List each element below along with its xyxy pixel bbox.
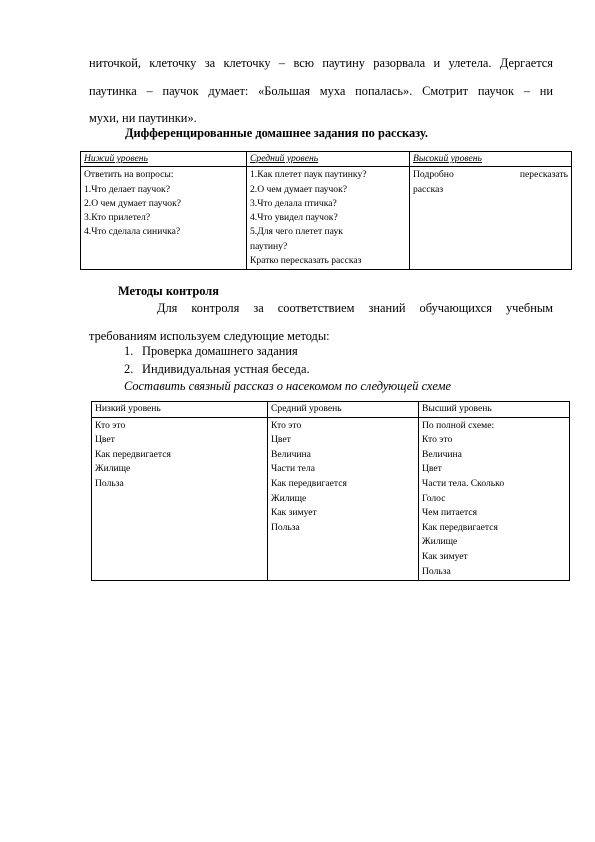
method-item-number: 2.	[124, 362, 134, 376]
table-cell-line: Жилище	[271, 492, 307, 504]
homework-table-row	[81, 167, 572, 270]
table-cell-line: Жилище	[422, 536, 458, 548]
homework-heading: Дифференцированные домашнее задания по рассказу.	[125, 126, 428, 140]
table-cell-line: Польза	[95, 477, 124, 489]
table-cell-line: Величина	[271, 448, 311, 460]
table-cell-high	[419, 417, 570, 581]
story-line-2: паутинка – паучок думает: «Большая муха попалась». Смотрит паучок – ни	[89, 84, 553, 98]
insect-scheme-table	[91, 401, 570, 581]
table-cell-line: Польза	[271, 521, 300, 533]
story-line-3: мухи, ни паутинки».	[89, 111, 197, 125]
table-header-mid: Средний уровень	[247, 152, 410, 167]
table-cell-line: 5.Для чего плетет паук	[250, 226, 343, 238]
table-cell-low	[81, 167, 247, 270]
scheme-table-header-row	[92, 402, 570, 418]
table-cell-line: 1.Что делает паучок?	[84, 183, 170, 195]
homework-table-header-row	[81, 152, 572, 167]
table-cell-line: 2.О чем думает паучок?	[84, 197, 181, 209]
table-cell-line: Как зимует	[271, 507, 317, 519]
table-cell-line: Части тела. Сколько	[422, 477, 505, 489]
table-cell-line: Чем питается	[422, 507, 478, 519]
table-cell-line: Как передвигается	[422, 521, 498, 533]
method-item-text: Индивидуальная устная беседа.	[142, 362, 310, 376]
table-cell-low	[92, 417, 268, 581]
table-cell-line: Цвет	[271, 434, 291, 446]
story-line-1: ниточкой, клеточку за клеточку – всю паутину разорвала и улетела. Дергается	[89, 56, 553, 70]
scheme-table-row	[92, 417, 570, 581]
table-cell-line: Кто это	[422, 434, 453, 446]
method-item-text: Проверка домашнего задания	[142, 344, 298, 358]
table-header-high: Высший уровень	[419, 402, 570, 418]
table-cell-line: По полной схеме:	[422, 419, 495, 431]
table-cell-line: 2.О чем думает паучок?	[250, 183, 347, 195]
methods-line-2: требованиям используем следующие методы:	[89, 329, 330, 343]
table-cell-line: 3.Что делала птичка?	[250, 197, 337, 209]
table-cell-high	[410, 167, 572, 270]
table-cell-line: Кратко пересказать рассказ	[250, 255, 362, 267]
table-cell-line: Цвет	[422, 463, 442, 475]
table-cell-line: Как передвигается	[271, 477, 347, 489]
table-cell-line: 4.Что сделала синичка?	[84, 226, 181, 238]
table-header-low: Нижий уровень	[81, 152, 247, 167]
table-cell-line: Цвет	[95, 434, 115, 446]
table-cell-line: 1.Как плетет паук паутинку?	[250, 169, 367, 181]
table-cell-line: Как передвигается	[95, 448, 171, 460]
table-cell-line: рассказ	[413, 183, 444, 195]
table-cell-line: Ответить на вопросы:	[84, 169, 174, 181]
method-item-number: 1.	[124, 344, 134, 358]
methods-task: Составить связный рассказ о насекомом по следующей схеме	[124, 379, 452, 393]
table-header-mid: Средний уровень	[268, 402, 419, 418]
table-cell-line: Кто это	[95, 419, 126, 431]
table-header-high: Высокий уровень	[410, 152, 572, 167]
table-cell-mid	[268, 417, 419, 581]
methods-line-1: Для контроля за соответствием знаний обучающихся учебным	[157, 301, 553, 315]
table-cell-line: Величина	[422, 448, 462, 460]
table-cell-line: Польза	[422, 565, 451, 577]
table-cell-line: Подробно пересказать	[413, 169, 568, 181]
homework-table	[80, 151, 572, 270]
table-header-low: Низкий уровень	[92, 402, 268, 418]
table-cell-line: 3.Кто прилетел?	[84, 212, 151, 224]
methods-heading: Методы контроля	[118, 284, 219, 298]
table-cell-line: Как зимует	[422, 550, 468, 562]
table-cell-line: Голос	[422, 492, 446, 504]
table-cell-line: паутину?	[250, 240, 288, 252]
table-cell-line: Жилище	[95, 463, 131, 475]
table-cell-line: Кто это	[271, 419, 302, 431]
table-cell-line: 4.Что увидел паучок?	[250, 212, 338, 224]
table-cell-line: Части тела	[271, 463, 315, 475]
table-cell-mid	[247, 167, 410, 270]
